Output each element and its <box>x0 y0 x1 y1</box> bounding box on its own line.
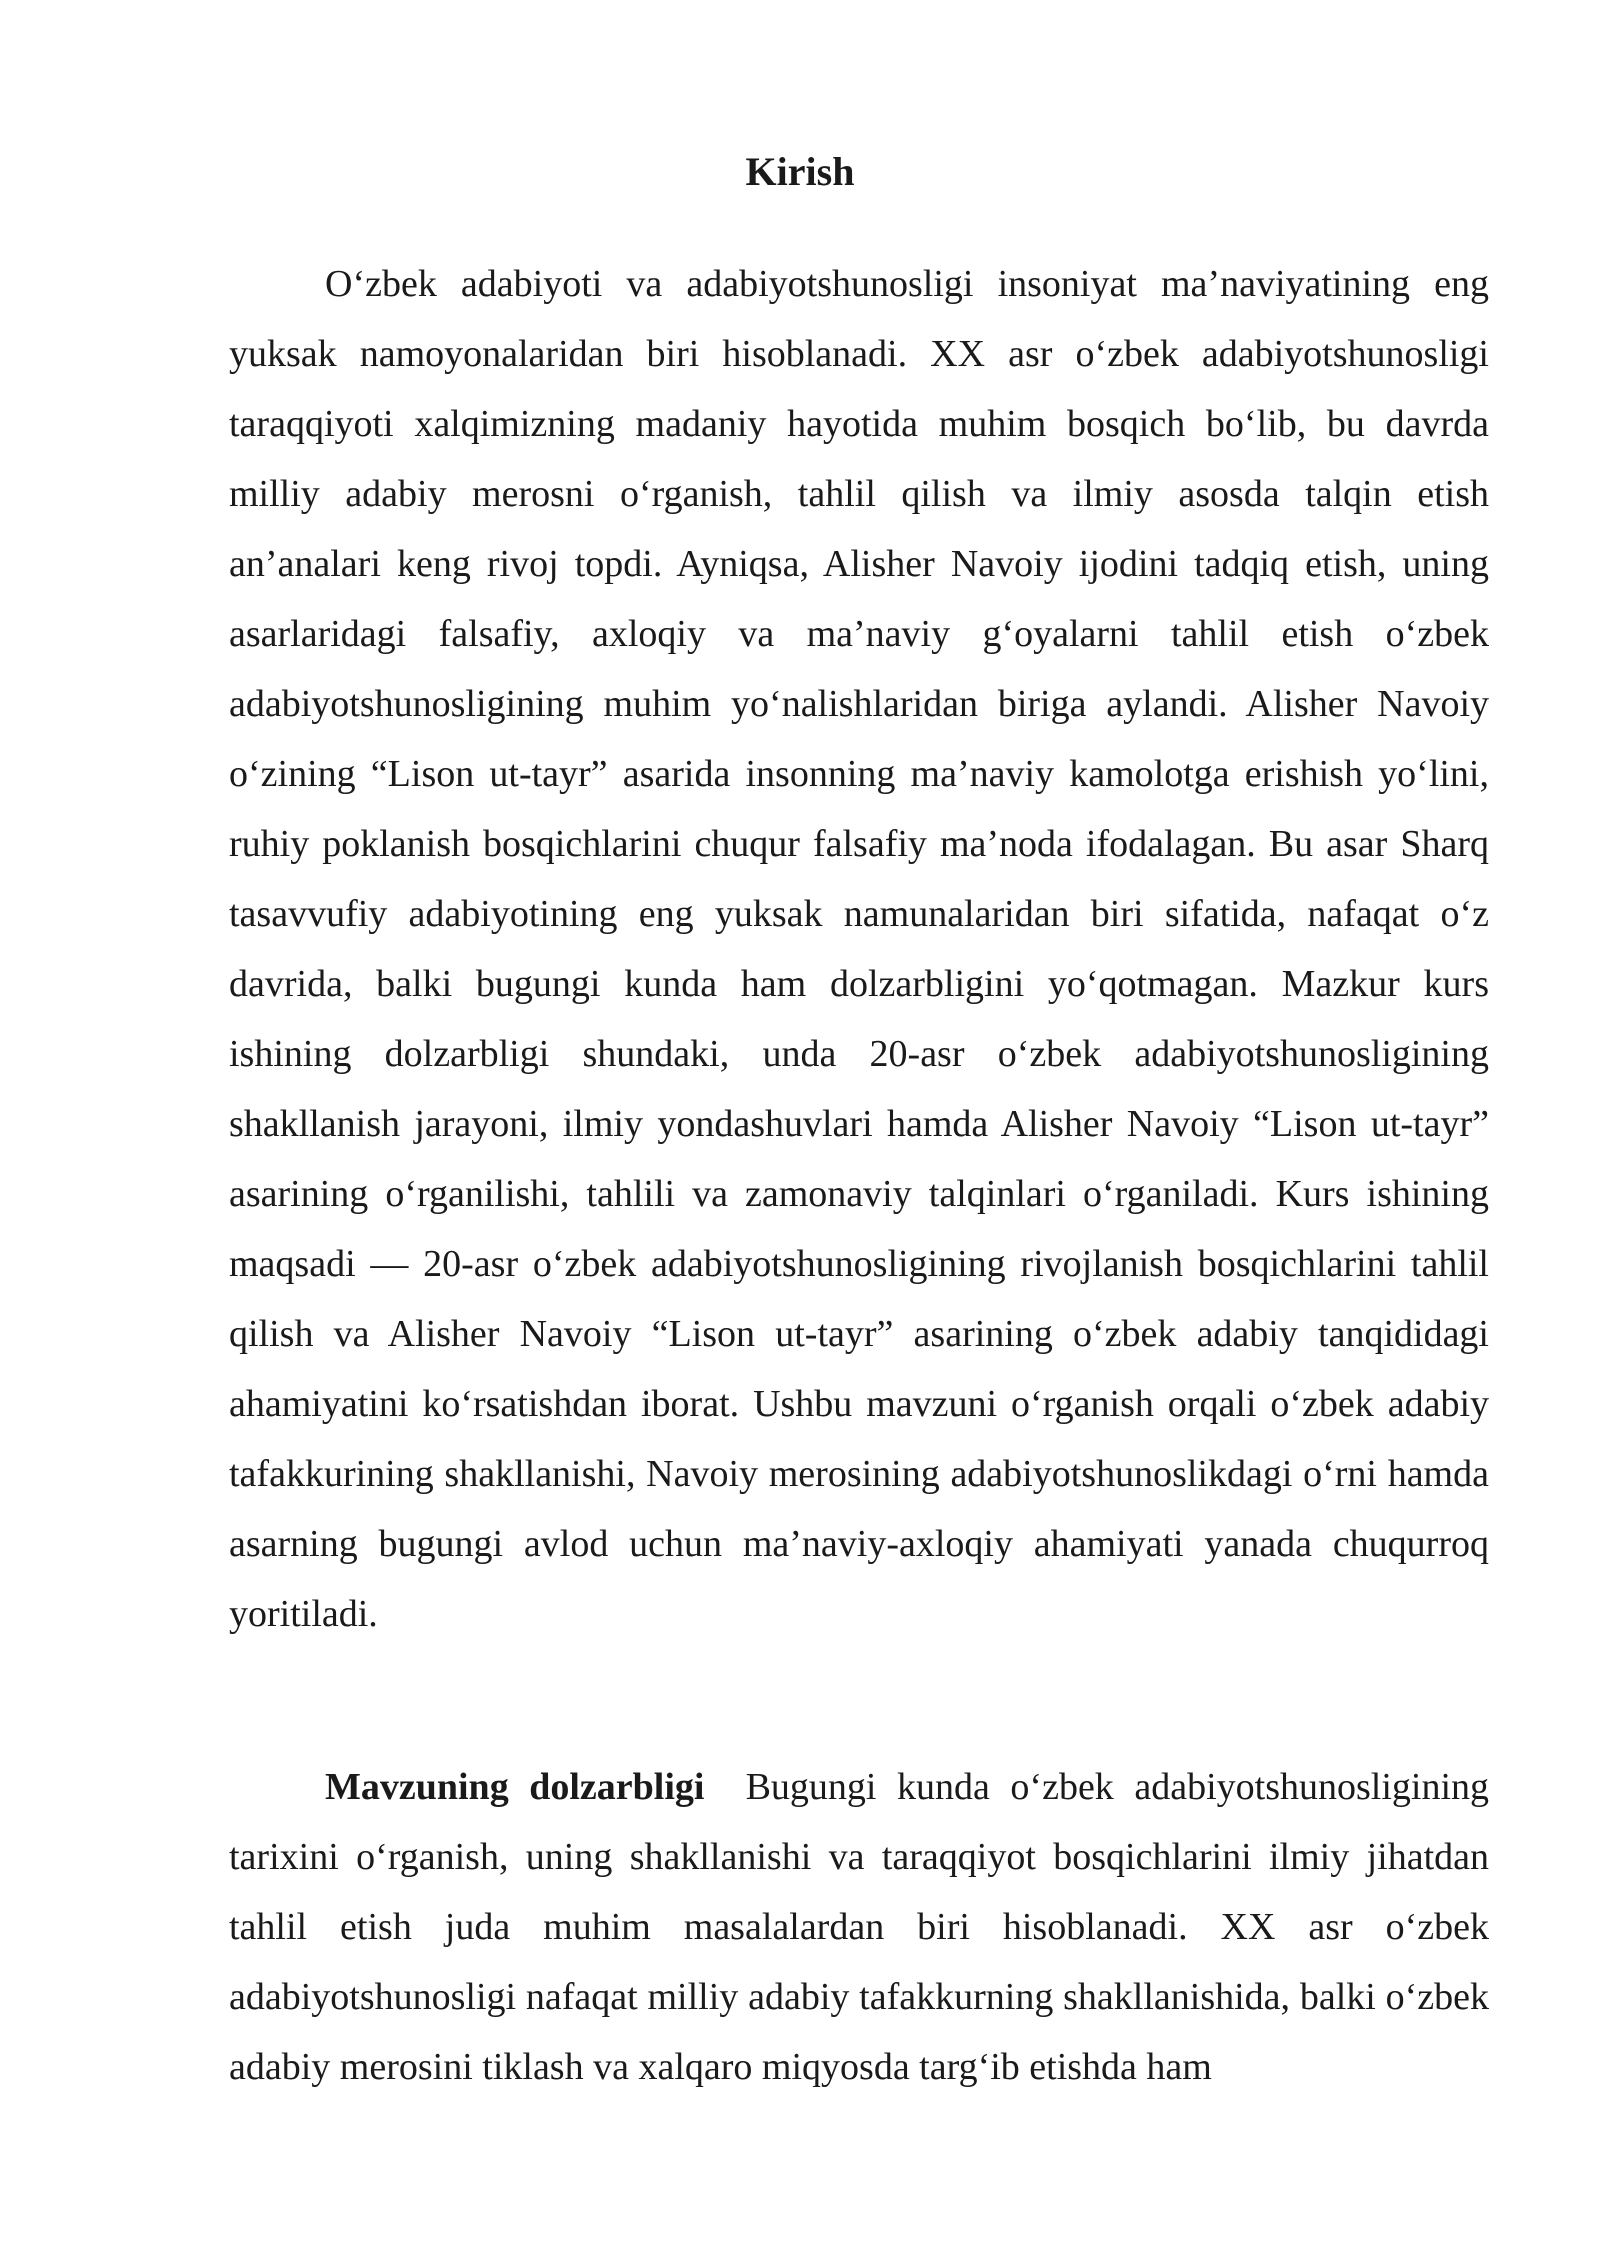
page-title: Kirish <box>745 149 855 194</box>
relevance-heading: Mavzuning dolzarbligi <box>325 1766 705 1808</box>
intro-paragraph: O‘zbek adabiyoti va adabiyotshunosligi insoniyat ma’naviyatining eng yuksak namoyonalaridan biri hisoblanadi. XX asr o‘zbek adabiyotshunosligi taraqqiyoti xalqimizning madaniy hayotida muhim bosqich bo‘lib, bu davrda milliy adabiy merosni o‘rganish, tahlil qilish va ilmiy asosda talqin etish an’analari keng rivoj topdi. Ayniqsa, Alisher Navoiy ijodini tadqiq etish, uning asarlaridagi falsafiy, axloqiy va ma’naviy g‘oyalarni tahlil etish o‘zbek adabiyotshunosligining muhim yo‘nalishlaridan biriga aylandi. Alisher Navoiy o‘zining “Lison ut-tayr” asarida insonning ma’naviy kamolotga erishish yo‘lini, ruhiy poklanish bosqichlarini chuqur falsafiy ma’noda ifodalagan. Bu asar Sharq tasavvufiy adabiyotining eng yuksak namunalaridan biri sifatida, nafaqat o‘z davrida, balki bugungi kunda ham dolzarbligini yo‘qotmagan. Mazkur kurs ishining dolzarbligi shundaki, unda 20-asr o‘zbek adabiyotshunosligining shakllanish jarayoni, ilmiy yondashuvlari hamda Alisher Navoiy “Lison ut-tayr” asarining o‘rganilishi, tahlili va zamonaviy talqinlari o‘rganiladi. Kurs ishining maqsadi — 20-asr o‘zbek adabiyotshunosligining rivojlanish bosqichlarini tahlil qilish va Alisher Navoiy “Lison ut-tayr” asarining o‘zbek adabiy tanqididagi ahamiyatini ko‘rsatishdan iborat. Ushbu mavzuni o‘rganish orqali o‘zbek adabiy tafakkurining shakllanishi, Navoiy merosining adabiyotshunoslikdagi o‘rni hamda asarning bugungi avlod uchun ma’naviy-axloqiy ahamiyati yanada chuqurroq yoritiladi. <box>229 263 1489 1635</box>
relevance-text: Bugungi kunda o‘zbek adabiyotshunosligining tarixini o‘rganish, uning shakllanishi va taraqqiyot bosqichlarini ilmiy jihatdan tahlil etish juda muhim masalalardan biri hisoblanadi. XX asr o‘zbek adabiyotshunosligi nafaqat milliy adabiy tafakkurning shakllanishida, balki o‘zbek adabiy merosini tiklash va xalqaro miqyosda targ‘ib etishda ham <box>229 1766 1490 2088</box>
relevance-paragraph <box>229 1752 1489 2102</box>
